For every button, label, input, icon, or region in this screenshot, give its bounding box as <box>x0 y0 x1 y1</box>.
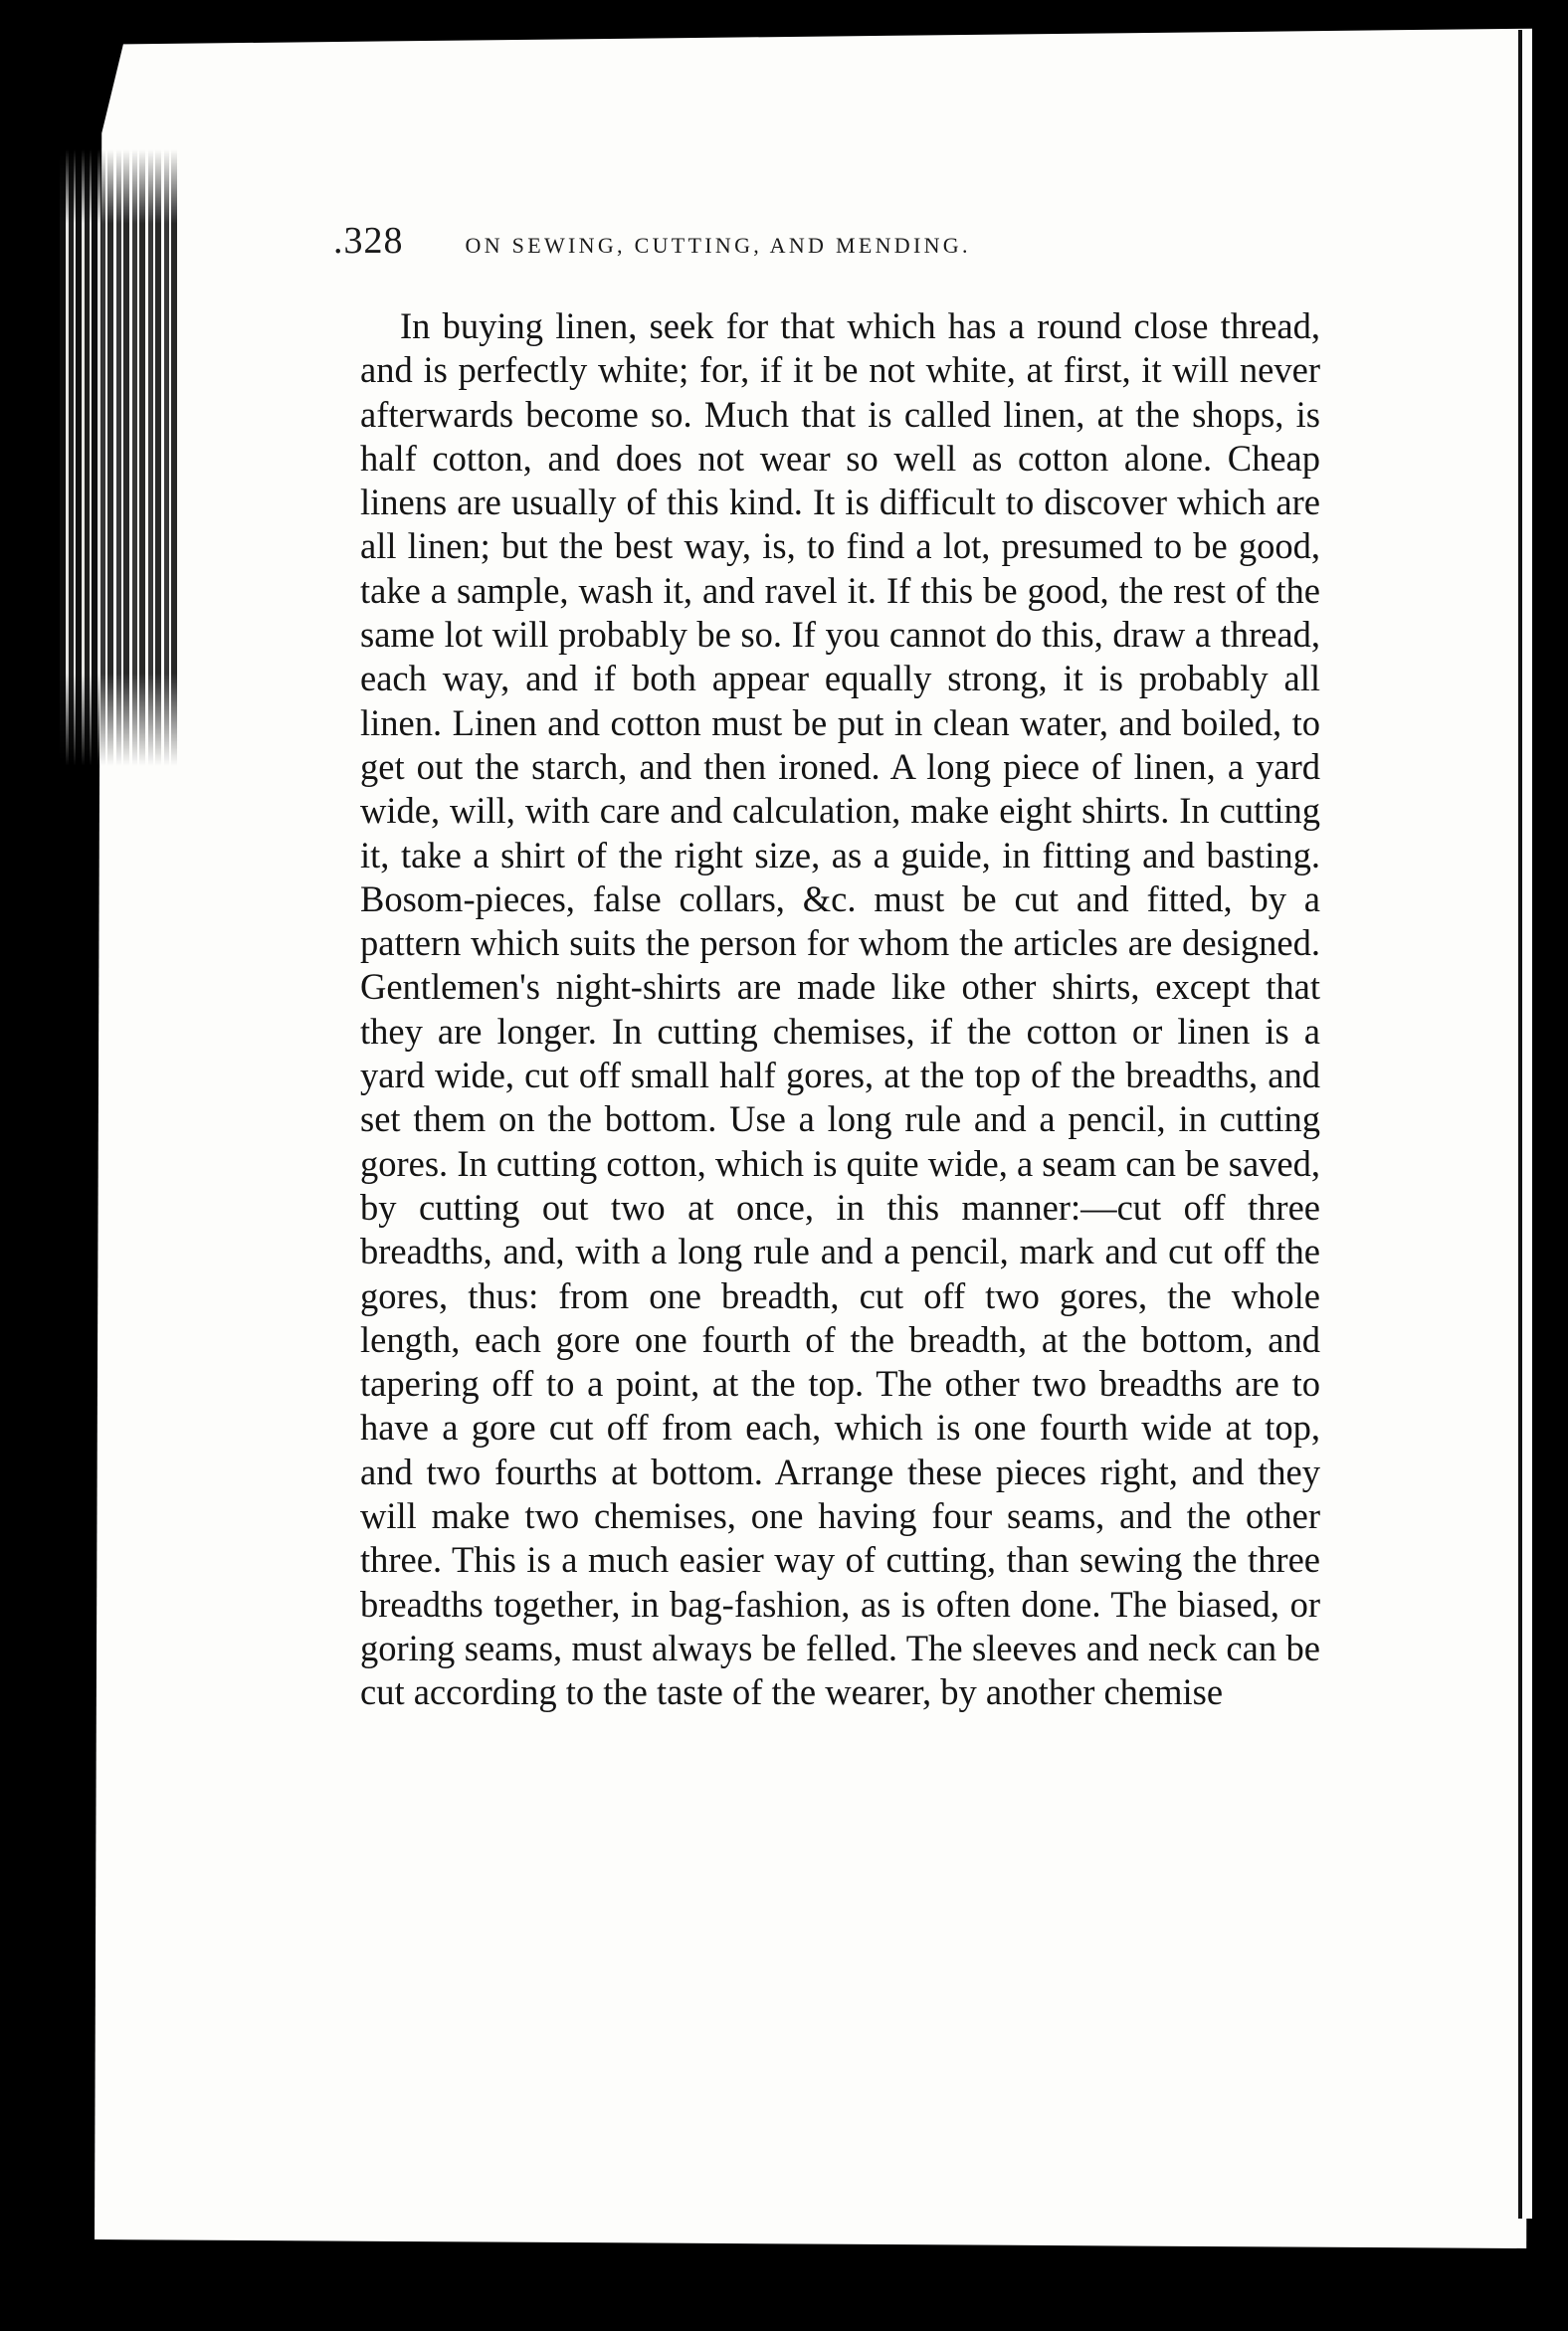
page-edge-right <box>1512 30 1532 2219</box>
page-header <box>333 219 1328 263</box>
binding-shadow <box>60 149 179 766</box>
running-title: ON SEWING, CUTTING, AND MENDING. <box>465 233 971 258</box>
body-paragraph: In buying linen, seek for that which has a round close thread, and is perfectly white; for, if it be not white, at first, it will never afterwards become so. Much that is called linen, at the shops, is half cotton, and does not wear so well as cotton alone. Cheap linens are usually of this kind. It is difficult to discover which are all linen; but the best way, is, to find a lot, presumed to be good, take a sample, wash it, and ravel it. If this be good, the rest of the same lot will probably be so. If you cannot do this, draw a thread, each way, and if both appear equally strong, it is probably all linen. Linen and cotton must be put in clean water, and boiled, to get out the starch, and then ironed. A long piece of linen, a yard wide, will, with care and calculation, make eight shirts. In cutting it, take a shirt of the right size, as a guide, in fitting and basting. Bosom-pieces, false collars, &c. must be cut and fitted, by a pattern which suits the person for whom the articles are designed. Gentlemen's night-shirts are made like other shirts, except that they are longer. In cutting chemises, if the cotton or linen is a yard wide, cut off small half gores, at the top of the breadths, and set them on the bottom. Use a long rule and a pencil, in cutting gores. In cutting cotton, which is quite wide, a seam can be saved, by cutting out two at once, in this manner:—cut off three breadths, and, with a long rule and a pencil, mark and cut off the gores, thus: from one breadth, cut off two gores, the whole length, each gore one fourth of the breadth, at the bottom, and tapering off to a point, at the top. The other two breadths are to have a gore cut off from each, which is one fourth wide at top, and two fourths at bottom. Arrange these pieces right, and they will make two chemises, one having four seams, and the other three. This is a much easier way of cutting, than sewing the three breadths together, in bag-fashion, as is often done. The biased, or goring seams, must always be felled. The sleeves and neck can be cut according to the taste of the wearer, by another chemise <box>360 305 1320 1713</box>
page-number: .328 <box>333 220 404 262</box>
